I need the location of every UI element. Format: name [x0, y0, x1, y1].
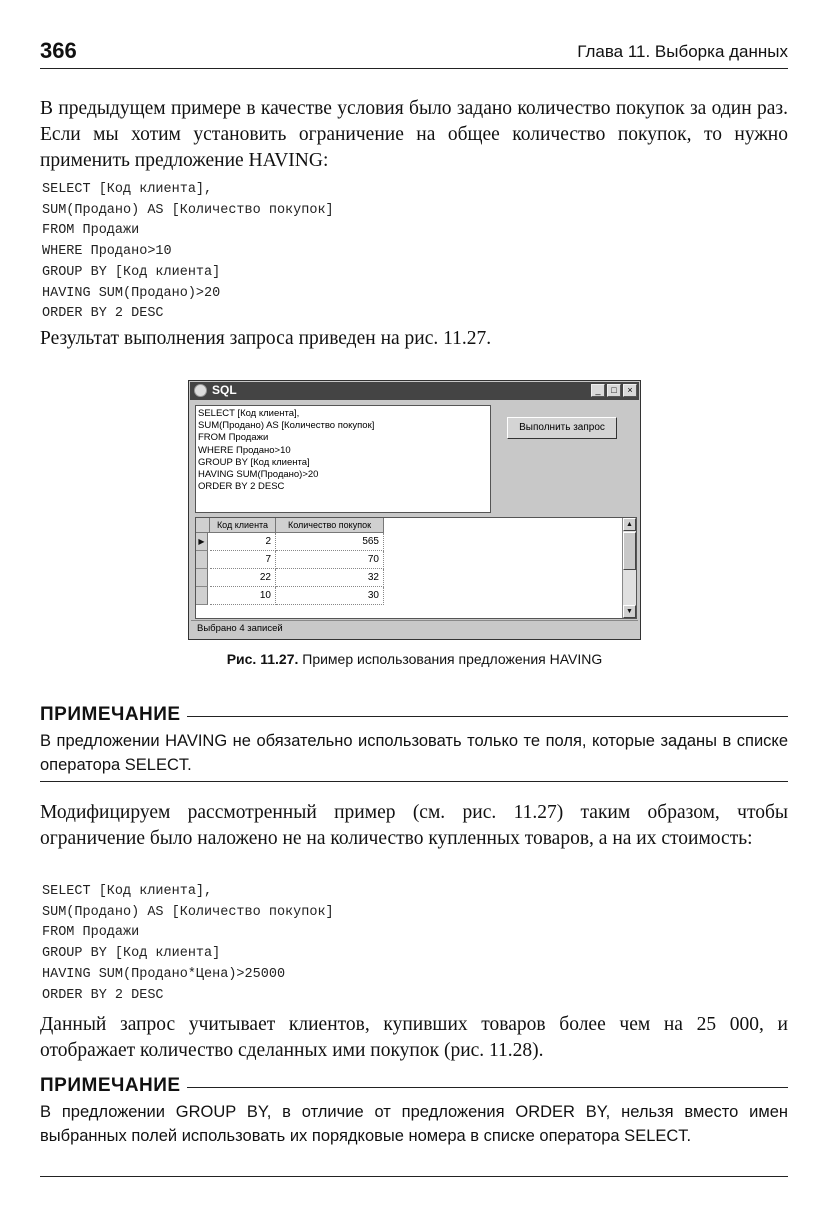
window-title: SQL	[212, 383, 237, 397]
row-selector[interactable]	[196, 551, 208, 569]
paragraph-modify: Модифицируем рассмотренный пример (см. рис. 11.27) таким образом, чтобы ограничение было наложено не на количество купленных товаров, а на их стоимость:	[40, 802, 788, 849]
table-cell[interactable]: 30	[276, 587, 384, 605]
app-icon	[194, 384, 207, 397]
note-title: ПРИМЕЧАНИЕ	[40, 704, 187, 726]
column-header-purchase-count[interactable]: Количество покупок	[276, 518, 384, 533]
close-button[interactable]: ×	[623, 384, 637, 397]
note-body: В предложении GROUP BY, в отличие от предложения ORDER BY, нельзя вместо имен выбранных полей использовать их порядковые номера в списке оператора SELECT.	[40, 1103, 788, 1145]
scroll-down-icon[interactable]: ▼	[623, 605, 636, 618]
note-title: ПРИМЕЧАНИЕ	[40, 1075, 187, 1097]
column-header-client-code[interactable]: Код клиента	[210, 518, 276, 533]
table-cell[interactable]: 70	[276, 551, 384, 569]
figure-caption	[0, 651, 829, 667]
maximize-button[interactable]: □	[607, 384, 621, 397]
row-selector[interactable]	[196, 569, 208, 587]
results-grid	[195, 517, 637, 619]
table-cell[interactable]: 10	[210, 587, 276, 605]
note-bottom-rule	[40, 781, 788, 782]
sql-query-textarea[interactable]: SELECT [Код клиента], SUM(Продано) AS [Количество покупок] FROM Продажи WHERE Продано>10 GROUP BY [Код клиента] HAVING SUM(Продано)>20 ORDER BY 2 DESC	[195, 405, 491, 513]
paragraph-explanation: Данный запрос учитывает клиентов, купивших товаров более чем на 25 000, и отображает количество сделанных ими покупок (рис. 11.28).	[40, 1014, 788, 1061]
run-query-button[interactable]: Выполнить запрос	[507, 417, 617, 439]
row-selector[interactable]	[196, 587, 208, 605]
scroll-thumb[interactable]	[623, 532, 636, 570]
caption-label: Рис. 11.27.	[226, 651, 299, 667]
caption-text: Пример использования предложения HAVING	[298, 651, 603, 667]
paragraph-result: Результат выполнения запроса приведен на рис. 11.27.	[40, 328, 492, 349]
note-header	[40, 704, 788, 728]
paragraph-intro: В предыдущем примере в качестве условия было задано количество покупок за один раз. Если мы хотим установить ограничение на общее количество покупок, то нужно применить предложение HAVING:	[40, 98, 788, 171]
page-header	[40, 38, 788, 69]
table-cell[interactable]: 565	[276, 533, 384, 551]
chapter-title: Глава 11. Выборка данных	[577, 42, 788, 61]
table-cell[interactable]: 2	[210, 533, 276, 551]
table-cell[interactable]: 32	[276, 569, 384, 587]
code-listing-2: SELECT [Код клиента], SUM(Продано) AS [Количество покупок] FROM Продажи GROUP BY [Код клиента] HAVING SUM(Продано*Цена)>25000 ORDER BY 2 DESC	[42, 884, 334, 1003]
page-number: 366	[40, 38, 77, 63]
note-body: В предложении HAVING не обязательно использовать только те поля, которые заданы в списке оператора SELECT.	[40, 732, 788, 774]
minimize-button[interactable]: _	[591, 384, 605, 397]
table-cell[interactable]: 22	[210, 569, 276, 587]
note-bottom-rule	[40, 1176, 788, 1177]
vertical-scrollbar[interactable]	[622, 518, 636, 618]
note-header	[40, 1075, 788, 1099]
sql-window	[188, 380, 641, 640]
status-bar: Выбрано 4 записей	[191, 620, 638, 637]
title-bar	[190, 382, 639, 400]
grid-corner	[196, 518, 210, 533]
code-listing-1: SELECT [Код клиента], SUM(Продано) AS [Количество покупок] FROM Продажи WHERE Продано>10 GROUP BY [Код клиента] HAVING SUM(Продано)>20 ORDER BY 2 DESC	[42, 182, 334, 322]
scroll-up-icon[interactable]: ▲	[623, 518, 636, 531]
table-cell[interactable]: 7	[210, 551, 276, 569]
row-selector-current[interactable]: ▶	[196, 533, 208, 551]
